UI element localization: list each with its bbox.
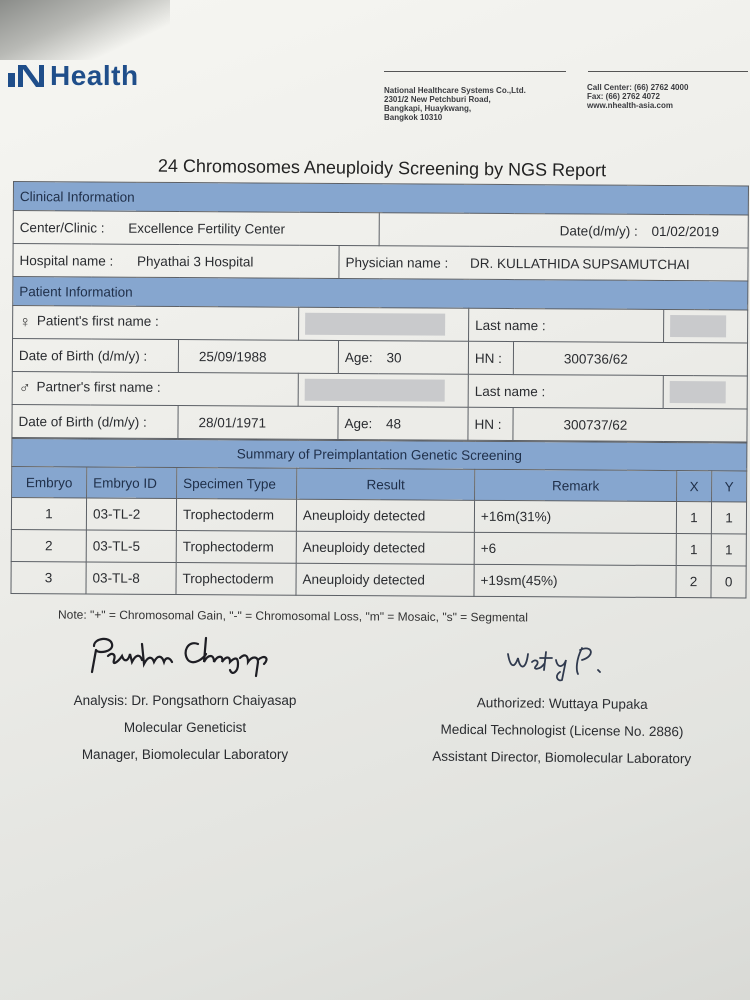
center-value: Excellence Fertility Center	[128, 220, 286, 237]
summary-title: Summary of Preimplantation Genetic Screening	[12, 438, 747, 470]
authorizer-line: Medical Technologist (License No. 2886)	[440, 721, 684, 740]
partner-last-name-label-cell	[468, 374, 663, 408]
center-cell	[13, 211, 379, 246]
patient-age-cell	[338, 340, 468, 374]
logo-text: Health	[50, 60, 139, 91]
company-line: Bangkok 10310	[384, 113, 443, 122]
embryo-number: 1	[11, 497, 86, 529]
contact-line: Call Center: (66) 2762 4000	[587, 83, 689, 92]
x-count: 1	[676, 534, 711, 566]
patient-dob-value: 25/09/1988	[178, 340, 338, 374]
patient-dob-label-cell	[12, 339, 178, 373]
analyst-line: Manager, Biomolecular Laboratory	[81, 747, 289, 762]
partner-first-name-value	[298, 373, 468, 407]
redacted-block	[670, 381, 726, 403]
date-value: 01/02/2019	[651, 223, 720, 239]
partner-hn-value: 300737/62	[513, 408, 747, 442]
y-count: 0	[711, 566, 746, 598]
result: Aneuploidy detected	[296, 531, 474, 564]
table-row	[11, 561, 746, 597]
authorizer-block	[412, 688, 713, 772]
company-line: 2301/2 New Petchburi Road,	[384, 95, 491, 104]
physician-label: Physician name :	[345, 254, 449, 271]
table-row	[11, 529, 746, 565]
analyst-signature	[88, 632, 288, 685]
report-title: 24 Chromosomes Aneuploidy Screening by NGS Report	[157, 155, 607, 181]
analyst-line: Analysis: Dr. Pongsathorn Chaiyasap	[73, 693, 297, 708]
partner-age-label: Age:	[344, 415, 373, 431]
page-corner-shadow	[0, 0, 170, 60]
analyst-line: Molecular Geneticist	[123, 720, 247, 735]
x-count: 1	[676, 502, 711, 534]
col-result: Result	[297, 468, 475, 500]
partner-last-name-value	[663, 375, 747, 409]
partner-age-value: 48	[386, 415, 402, 431]
patient-age-label: Age:	[344, 349, 373, 365]
table-row	[11, 497, 746, 533]
patient-first-name-label-cell	[13, 306, 299, 341]
contact-line: Fax: (66) 2762 4072	[587, 92, 660, 101]
center-label: Center/Clinic :	[19, 219, 105, 236]
info-table	[11, 181, 749, 442]
col-specimen-type: Specimen Type	[177, 468, 297, 500]
result: Aneuploidy detected	[296, 563, 474, 596]
patient-hn-value: 300736/62	[513, 342, 747, 376]
patient-last-name-value	[664, 309, 748, 343]
report-form	[10, 181, 748, 598]
date-label: Date(d/m/y) :	[559, 222, 638, 239]
patient-last-name-label: Last name :	[475, 317, 546, 333]
redacted-block	[305, 313, 445, 336]
summary-table	[10, 438, 747, 598]
female-icon: ♀	[19, 313, 32, 331]
n-logo-icon	[6, 61, 46, 91]
hospital-value: Phyathai 3 Hospital	[137, 253, 254, 269]
partner-dob-label-cell	[12, 404, 178, 438]
col-x: X	[677, 471, 712, 502]
patient-first-name-label: Patient's first name :	[36, 312, 159, 329]
partner-dob-label: Date of Birth (d/m/y) :	[18, 413, 147, 430]
col-remark: Remark	[475, 469, 677, 501]
partner-dob-value: 28/01/1971	[178, 406, 338, 440]
x-count: 2	[676, 566, 711, 598]
authorizer-line: Authorized: Wuttaya Pupaka	[476, 695, 648, 712]
patient-first-name-value	[299, 307, 469, 341]
remark: +16m(31%)	[474, 500, 676, 533]
result: Aneuploidy detected	[296, 499, 474, 532]
legend-note: Note: "+" = Chromosomal Gain, "-" = Chromosomal Loss, "m" = Mosaic, "s" = Segmental	[57, 607, 528, 625]
patient-last-name-label-cell	[469, 308, 664, 342]
partner-hn-label: HN :	[468, 407, 513, 440]
embryo-id: 03-TL-8	[86, 562, 176, 595]
y-count: 1	[711, 502, 746, 534]
patient-dob-label: Date of Birth (d/m/y) :	[18, 347, 148, 364]
authorizer-signature	[500, 636, 630, 687]
hospital-label: Hospital name :	[19, 252, 114, 269]
specimen-type: Trophectoderm	[176, 563, 296, 596]
physician-cell	[339, 245, 748, 280]
analyst-block	[54, 687, 316, 768]
embryo-number: 2	[11, 529, 86, 561]
hospital-cell	[13, 244, 339, 279]
y-count: 1	[711, 534, 746, 566]
physician-value: DR. KULLATHIDA SUPSAMUTCHAI	[470, 255, 690, 272]
specimen-type: Trophectoderm	[176, 531, 296, 564]
authorizer-line: Assistant Director, Biomolecular Laboratory	[432, 748, 692, 767]
remark: +6	[474, 532, 676, 565]
company-line: National Healthcare Systems Co.,Ltd.	[384, 86, 526, 95]
partner-age-cell	[338, 406, 468, 440]
redacted-block	[670, 315, 726, 337]
embryo-number: 3	[11, 561, 86, 593]
header-rule-right	[588, 71, 748, 72]
remark: +19sm(45%)	[474, 564, 676, 597]
redacted-block	[305, 379, 445, 402]
partner-last-name-label: Last name :	[474, 383, 546, 399]
patient-age-value: 30	[386, 349, 402, 365]
partner-first-name-label-cell	[12, 371, 298, 406]
col-embryo: Embryo	[12, 466, 87, 497]
patient-hn-label: HN :	[468, 341, 513, 374]
logo	[6, 60, 139, 92]
male-icon: ♂	[18, 379, 31, 397]
col-embryo-id: Embryo ID	[87, 467, 177, 499]
embryo-id: 03-TL-5	[86, 530, 176, 563]
contact-info	[587, 83, 688, 110]
partner-first-name-label: Partner's first name :	[36, 378, 161, 395]
date-cell	[379, 213, 748, 248]
header-rule-left	[384, 71, 566, 72]
patient-section-header: Patient Information	[13, 277, 748, 310]
specimen-type: Trophectoderm	[176, 499, 296, 532]
col-y: Y	[712, 471, 747, 502]
company-address	[384, 86, 526, 122]
company-line: Bangkapi, Huaykwang,	[384, 104, 472, 113]
embryo-id: 03-TL-2	[86, 498, 176, 531]
contact-line: www.nhealth-asia.com	[587, 101, 673, 110]
clinical-section-header: Clinical Information	[13, 182, 748, 215]
